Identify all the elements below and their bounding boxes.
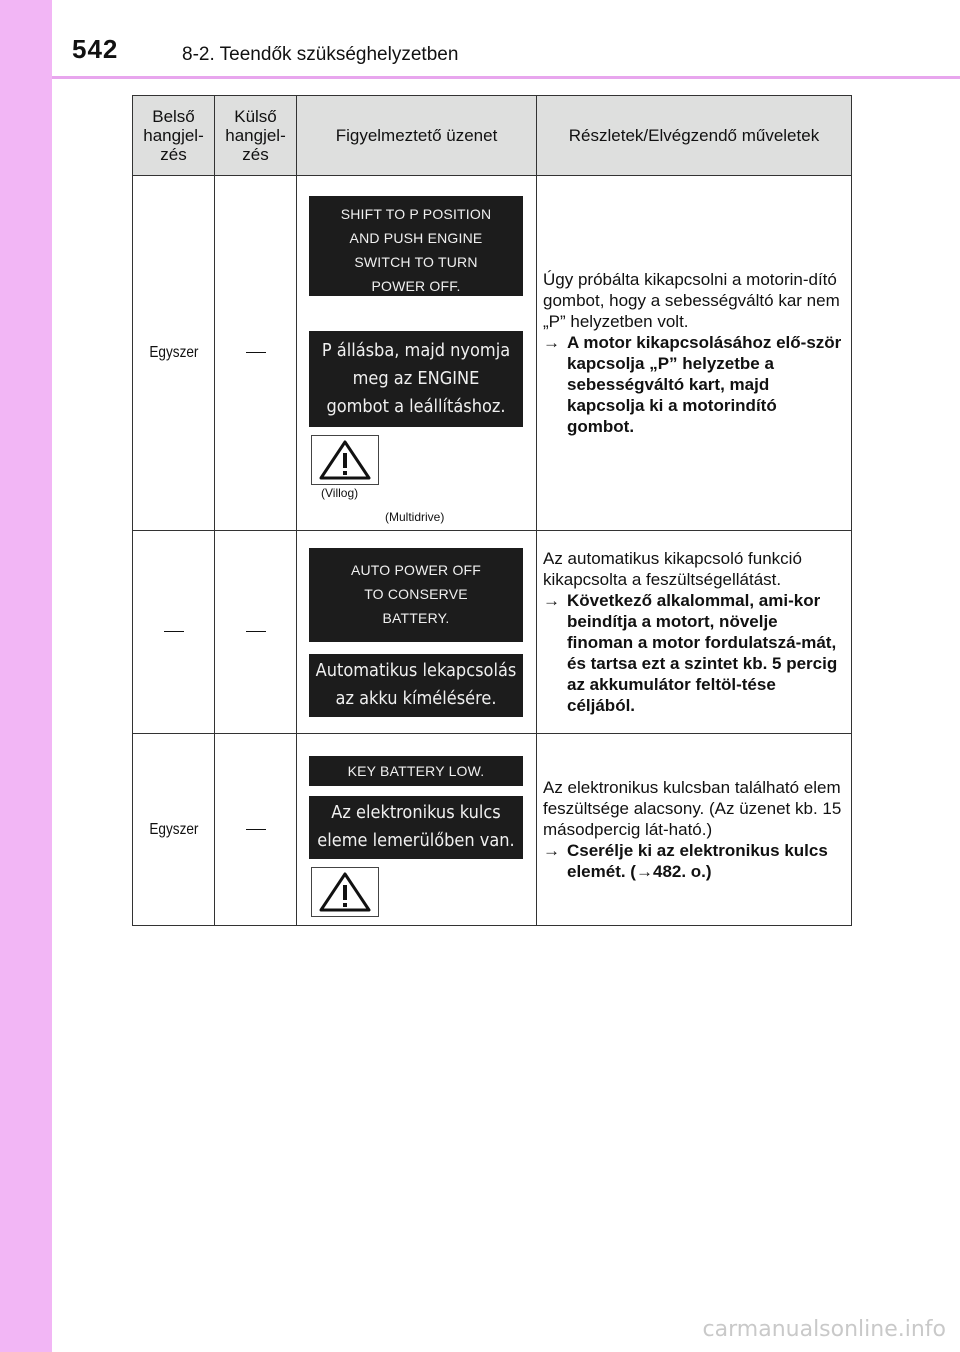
internal-buzzer-cell xyxy=(133,176,215,531)
details-description: Az elektronikus kulcsban található elem feszültsége alacsony. (Az üzenet kb. 15 másodpercig lát-ható.) xyxy=(543,778,842,839)
arrow-icon: → xyxy=(543,841,560,860)
display-message-hu: Az elektronikus kulcs eleme lemerülőben van. xyxy=(309,796,523,859)
header-divider xyxy=(52,76,960,79)
warning-message-cell xyxy=(297,734,537,926)
internal-buzzer-cell xyxy=(133,734,215,926)
details-description: Az automatikus kikapcsoló funkció kikapcsolta a feszültségellátást. xyxy=(543,549,802,589)
warning-triangle-box xyxy=(311,867,379,917)
action-line xyxy=(543,332,845,437)
action-line xyxy=(543,590,845,716)
header-internal-buzzer: Belső hangjel-zés xyxy=(133,96,215,176)
details-cell xyxy=(537,176,852,531)
details-description: Úgy próbálta kikapcsolni a motorin-dító gombot, hogy a sebességváltó kar nem „P” helyzetben volt. xyxy=(543,270,840,331)
display-message-en: KEY BATTERY LOW. xyxy=(309,756,523,786)
internal-buzzer-value: Egyszer xyxy=(148,820,199,838)
details-content xyxy=(537,269,851,437)
display-message-en: SHIFT TO P POSITION AND PUSH ENGINE SWITCH TO TURN POWER OFF. xyxy=(309,196,523,296)
external-buzzer-dash xyxy=(246,829,266,830)
reference-arrow-icon: → xyxy=(635,862,653,881)
page-sidebar xyxy=(0,0,52,1352)
details-cell xyxy=(537,531,852,734)
action-text: Következő alkalommal, ami-kor beindítja a motort, növelje finoman a motor fordulatszá-mát, és tartsa ezt a szintet kb. 5 percig az akkumulátor feltöl-tése céljából. xyxy=(567,591,838,715)
table-row xyxy=(133,176,852,531)
header-external-buzzer: Külső hangjel-zés xyxy=(215,96,297,176)
transmission-caption: (Multidrive) xyxy=(385,510,445,524)
warning-triangle-box xyxy=(311,435,379,485)
page-number: 542 xyxy=(72,34,119,64)
display-message-hu: P állásba, majd nyomja meg az ENGINE gombot a leállításhoz. xyxy=(309,331,523,427)
external-buzzer-dash xyxy=(246,631,266,632)
details-cell xyxy=(537,734,852,926)
warning-message-cell xyxy=(297,531,537,734)
external-buzzer-cell xyxy=(215,734,297,926)
section-title: 8-2. Teendők szükséghelyzetben xyxy=(182,44,459,65)
table-row xyxy=(133,531,852,734)
action-text: A motor kikapcsolásához elő-ször kapcsolja „P” helyzetbe a sebességváltó kart, majd kapcsolja ki a motorindító gombot. xyxy=(567,333,842,436)
warning-flash-caption: (Villog) xyxy=(321,486,359,500)
display-message-hu: Automatikus lekapcsolás az akku kímélésére. xyxy=(309,654,523,717)
details-content xyxy=(537,777,851,882)
warning-message-cell xyxy=(297,176,537,531)
header-details: Részletek/Elvégzendő műveletek xyxy=(537,96,852,176)
details-content xyxy=(537,548,851,716)
external-buzzer-cell xyxy=(215,176,297,531)
warning-triangle-icon xyxy=(318,871,372,913)
display-message-en: AUTO POWER OFF TO CONSERVE BATTERY. xyxy=(309,548,523,642)
arrow-icon: → xyxy=(543,591,560,610)
table-header-row xyxy=(133,96,852,176)
warning-messages-table xyxy=(132,95,852,926)
table-row xyxy=(133,734,852,926)
external-buzzer-dash xyxy=(246,352,266,353)
header-warning-message: Figyelmeztető üzenet xyxy=(297,96,537,176)
action-text: Cserélje ki az elektronikus kulcs elemét. (→482. o.) xyxy=(567,841,828,881)
external-buzzer-cell xyxy=(215,531,297,734)
internal-buzzer-dash xyxy=(164,631,184,632)
internal-buzzer-cell xyxy=(133,531,215,734)
arrow-icon: → xyxy=(543,333,560,352)
warning-triangle-icon xyxy=(318,439,372,481)
internal-buzzer-value: Egyszer xyxy=(148,344,199,361)
action-line xyxy=(543,840,845,882)
watermark: carmanualsonline.info xyxy=(702,1317,946,1342)
